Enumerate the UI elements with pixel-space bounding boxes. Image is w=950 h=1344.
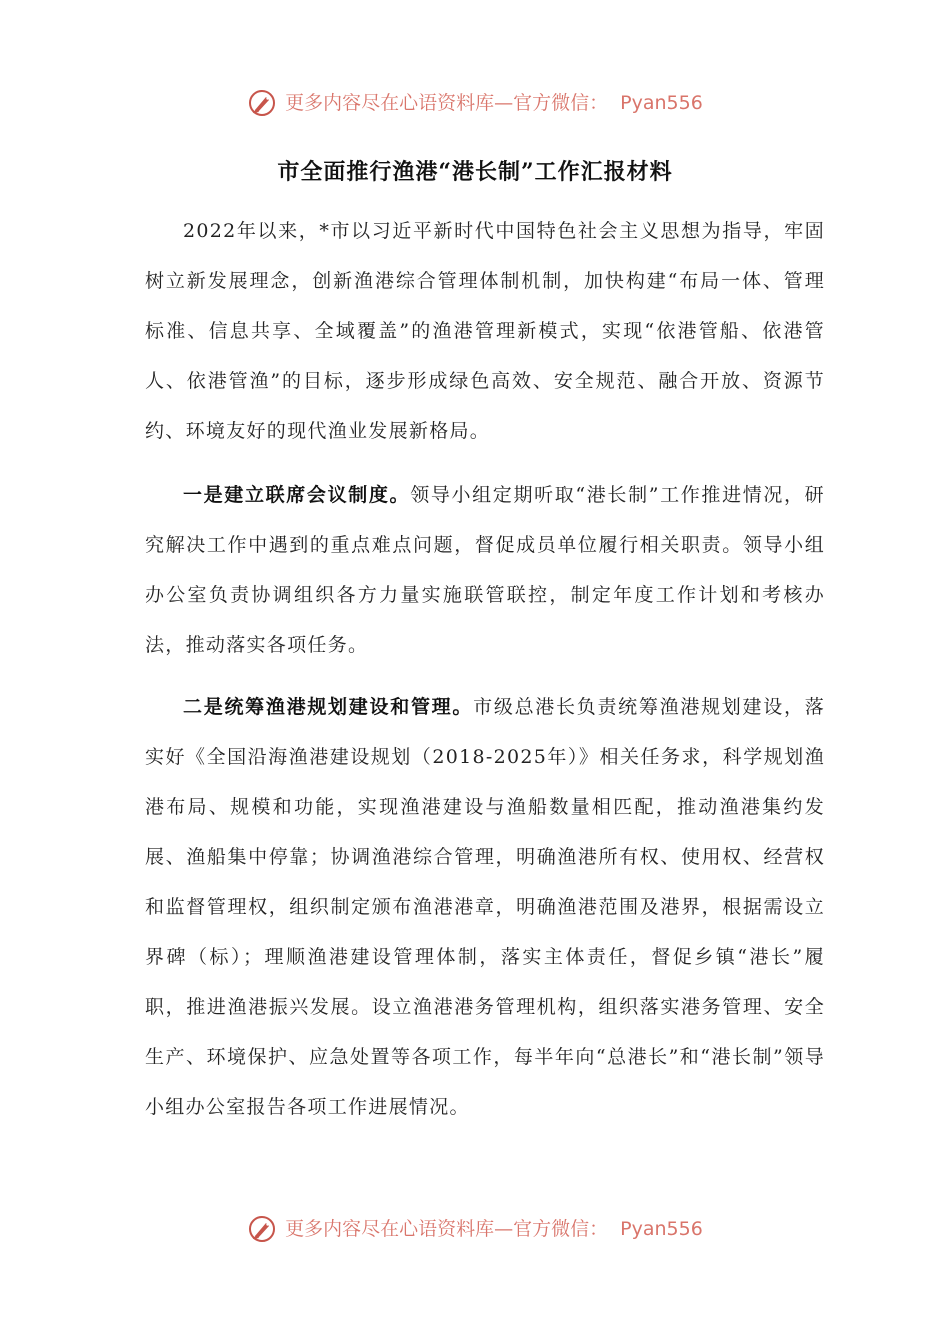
paragraph-text: 市级总港长负责统筹渔港规划建设，落实好《全国沿海渔港建设规划（2018-2025年）》相关任务求，科学规划渔港布局、规模和功能，实现渔港建设与渔船数量相匹配，推动渔港集约发展、渔船集中停靠；协调渔港综合管理，明确渔港所有权、使用权、经营权和监督管理权，组织制定颁布渔港港章，明确渔港范围及港界，根据需设立界碑（标）；理顺渔港建设管理体制，落实主体责任，督促乡镇“港长”履职，推进渔港振兴发展。设立渔港港务管理机构，组织落实港务管理、安全生产、环境保护、应急处置等各项工作，每半年向“总港长”和“港长制”领导小组办公室报告各项工作进展情况。	[145, 696, 825, 1118]
watermark-wechat-id: Pyan556	[620, 1218, 703, 1240]
paragraph-intro	[145, 206, 825, 456]
paragraph-joint-meeting	[145, 470, 825, 670]
paragraph-heading: 二是统筹渔港规划建设和管理。	[183, 696, 474, 718]
watermark-text: 更多内容尽在心语资料库—官方微信：	[285, 92, 609, 114]
paragraph-text: 2022年以来，*市以习近平新时代中国特色社会主义思想为指导，牢固树立新发展理念，创新渔港综合管理体制机制，加快构建“布局一体、管理标准、信息共享、全域覆盖”的渔港管理新模式，实现“依港管船、依港管人、依港管渔”的目标，逐步形成绿色高效、安全规范、融合开放、资源节约、环境友好的现代渔业发展新格局。	[145, 220, 825, 442]
watermark-footer	[0, 1214, 950, 1244]
watermark-text: 更多内容尽在心语资料库—官方微信：	[285, 1218, 609, 1240]
paragraph-text: 领导小组定期听取“港长制”工作推进情况，研究解决工作中遇到的重点难点问题，督促成员单位履行相关职责。领导小组办公室负责协调组织各方力量实施联管联控，制定年度工作计划和考核办法，推动落实各项任务。	[145, 484, 825, 656]
paragraph-port-planning	[145, 682, 825, 1132]
watermark-wechat-id: Pyan556	[620, 92, 703, 114]
pen-nib-logo-icon	[247, 1214, 277, 1244]
document-title: 市全面推行渔港“港长制”工作汇报材料	[277, 159, 673, 185]
pen-nib-logo-icon	[247, 88, 277, 118]
watermark-header	[0, 88, 950, 118]
paragraph-heading: 一是建立联席会议制度。	[183, 484, 411, 506]
